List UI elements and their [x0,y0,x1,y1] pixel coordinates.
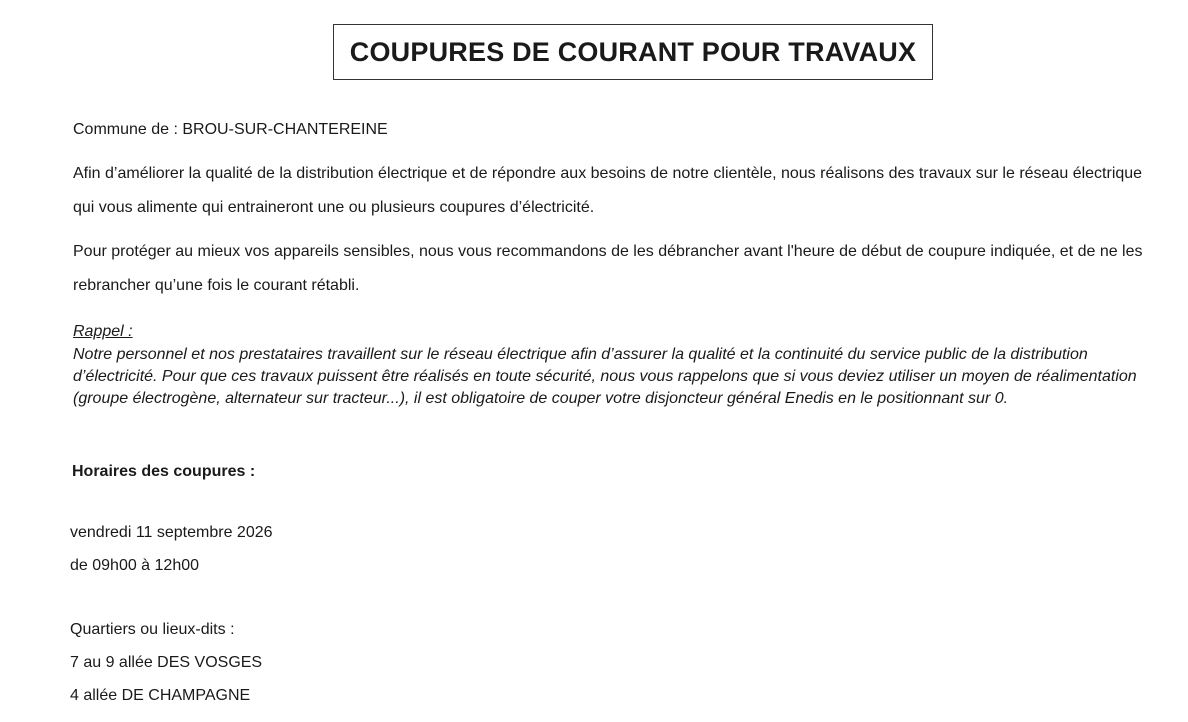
recommendation-paragraph: Pour protéger au mieux vos appareils sensibles, nous vous recommandons de les débrancher avant l'heure de début de coupure indiquée, et de ne les rebrancher qu’une fois le courant rétabli. [73,243,1143,294]
page-title: COUPURES DE COURANT POUR TRAVAUX [349,36,917,67]
horaires-heading: Horaires des coupures : [72,463,256,480]
title-box [333,24,933,80]
commune-label: Commune de : BROU-SUR-CHANTEREINE [73,121,388,138]
rappel-label: Rappel : [73,323,133,340]
quartiers-label: Quartiers ou lieux-dits : [70,621,235,638]
location-item: 4 allée DE CHAMPAGNE [70,687,251,704]
outage-time-range: de 09h00 à 12h00 [70,557,200,574]
outage-date: vendredi 11 septembre 2026 [70,524,273,541]
intro-paragraph: Afin d’améliorer la qualité de la distribution électrique et de répondre aux besoins de notre clientèle, nous réalisons des travaux sur le réseau électrique qui vous alimente qui entraineront une ou plusieurs coupures d’électricité. [73,165,1143,216]
rappel-text: Notre personnel et nos prestataires travaillent sur le réseau électrique afin d’assurer la qualité et la continuité du service public de la distribution d’électricité. Pour que ces travaux puissent être réalisés en toute sécurité, nous vous rappelons que si vous deviez utiliser un moyen de réalimentation (groupe électrogène, alternateur sur tracteur...), il est obligatoire de couper votre disjoncteur général Enedis en le positionnant sur 0. [73,346,1137,407]
location-item: 7 au 9 allée DES VOSGES [70,654,263,671]
